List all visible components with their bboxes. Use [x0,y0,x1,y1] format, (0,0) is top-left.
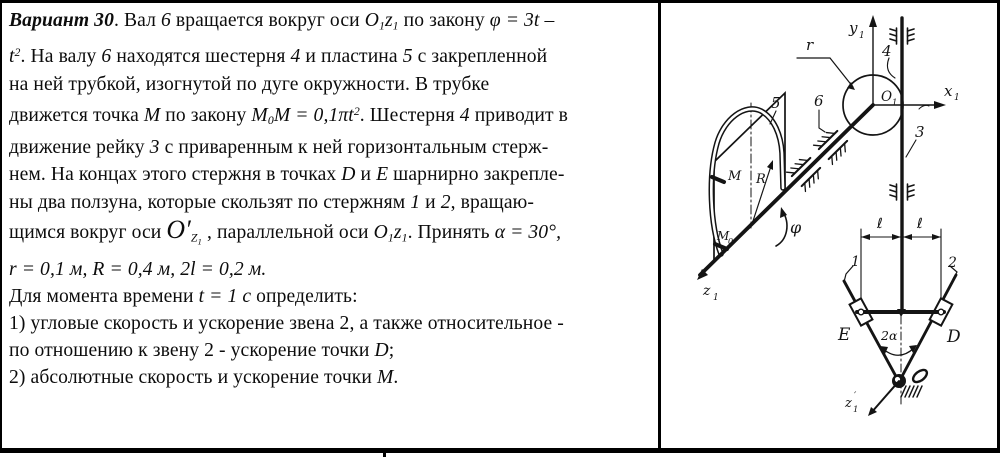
angle-2alpha-label: 2α [881,328,898,343]
text-segment: . На валу [20,46,102,68]
z1-axis-label: z [703,283,711,299]
rack-mesh-tick [919,105,929,109]
text-segment: M [377,367,394,389]
text-segment: 1 [410,191,421,213]
dim-l-right-label: ℓ [917,216,923,232]
text-line [9,161,654,188]
text-segment: . Принять [407,221,495,243]
text-segment: на ней трубкой, изогнутой по дуге окружности. В трубке [9,73,490,95]
text-segment: 1 [392,19,399,33]
rod-2-label: 2 [948,255,957,271]
text-line [9,134,654,161]
text-segment: щимся вокруг оси [9,221,167,243]
text-segment: шарнирно закрепле- [388,164,565,186]
z1-prime-label: z [845,396,852,411]
origin-label: O [881,89,893,105]
text-segment: ны два ползуна, которые скользят по стержням [9,191,411,213]
text-segment: вращается вокруг оси [170,10,365,31]
origin-label-sub: 1 [892,98,898,108]
text-segment: и пластина [300,46,403,68]
text-segment: нем. На концах этого стержня в точках [9,164,342,186]
text-segment: 1 [401,231,408,245]
text-segment: 6 [101,46,112,68]
text-segment: 1 [197,236,203,247]
point-m-label: M [728,169,742,184]
z1-prime-label-prime: ′ [854,391,857,402]
text-segment: . Вал [113,10,161,31]
problem-statement [9,7,654,392]
text-segment: 4 [459,104,470,126]
text-segment: по закону [398,10,490,31]
plate-5-label: 5 [771,94,781,112]
text-segment: Z [190,231,198,245]
text-line [9,7,654,39]
text-segment: с приваренным к ней горизонтальным стерж- [159,137,549,159]
phi-arrow [776,207,787,246]
diagram-panel [660,0,1000,457]
point-m0-label: M [717,229,730,243]
radius-R-label: R [756,172,766,187]
next-row-divider-stub [383,452,386,457]
text-segment: 2 [353,104,360,118]
mechanism-diagram [660,0,1000,457]
y1-arrow [869,15,877,27]
text-segment: D [374,340,389,362]
text-segment: 1) угловые скорость и ускорение звена 2, а также относительное - [9,312,564,334]
text-segment: φ = 3t [489,10,540,31]
text-segment: 2) абсолютные скорость и ускорение точки [9,367,377,389]
shaft-6-leader [819,110,825,132]
text-line [9,364,654,391]
text-segment: определить: [251,285,358,307]
border-left [0,0,2,452]
x1-arrow [934,101,946,109]
text-segment: 5 [402,46,413,68]
text-segment: находятся шестерня [111,46,291,68]
text-segment: E [376,164,389,186]
text-segment: t [9,46,15,68]
text-segment: ; [388,340,395,362]
text-segment: z [384,10,393,31]
text-segment: по закону [160,104,252,126]
text-segment: O [373,221,388,243]
text-line [9,310,654,337]
text-segment: r = 0,1 м, R = 0,4 м, 2l = 0,2 м. [9,258,267,280]
text-line [9,71,654,98]
text-segment: 6 [160,10,171,31]
pin-e [858,309,864,315]
y1-axis-label: y [849,19,858,37]
text-segment: и [355,164,377,186]
text-segment: z [393,221,402,243]
text-segment: t = 1 с [198,285,252,307]
shaft-6-label: 6 [814,92,824,110]
rack-3-leader [906,140,916,157]
text-segment: и [420,191,441,213]
text-segment: M [251,104,268,126]
text-segment: по отношению к звену 2 - ускорение точки [9,340,375,362]
text-line [9,39,654,70]
axis-z1-prime [868,381,899,416]
radius-r-label: r [806,36,814,54]
text-segment: O′ [166,214,191,244]
phi-label: φ [790,218,802,237]
pin-d [938,309,944,315]
text-segment: движется точка [9,104,144,126]
text-segment: , параллельной оси [202,221,374,243]
angle-2alpha-arc [880,345,917,355]
z1-axis-label-sub: 1 [713,293,719,303]
text-line [9,216,654,256]
radius-r-leader [797,58,855,90]
text-line [9,337,654,364]
rack-3-label: 3 [915,123,925,141]
text-segment: 1 [387,231,394,245]
text-segment: . Шестерня [359,104,460,126]
text-line [9,189,654,216]
text-segment: M [143,104,161,126]
text-segment: , вращаю- [450,191,534,213]
point-e-label: E [838,325,851,345]
text-segment: приводит в [469,104,568,126]
text-line [9,98,654,134]
x1-axis-label: x [944,82,953,100]
text-line [9,256,654,283]
text-segment: M [273,104,291,126]
text-segment: 2 [14,46,21,60]
text-segment: Вариант 30 [9,10,114,31]
z1-prime-label-sub: 1 [853,405,859,415]
text-segment: = 0,1πt [290,104,354,126]
rod-1-label: 1 [851,254,860,270]
text-segment: 2 [440,191,451,213]
ground-hatching [901,386,922,397]
text-segment: α = 30°, [494,221,562,243]
text-segment: 3 [149,137,160,159]
text-segment: 4 [290,46,301,68]
text-segment: Для момента времени [9,285,199,307]
gear-4-label: 4 [882,42,892,60]
y1-axis-label-sub: 1 [859,31,865,41]
text-line [9,283,654,310]
text-segment: с закрепленной [412,46,548,68]
gear-4-leader [887,58,895,78]
text-segment: движение рейку [9,137,150,159]
text-segment: 1 [378,19,385,33]
point-d-label: D [947,327,961,347]
text-segment: D [341,164,356,186]
dim-l-left-label: ℓ [877,216,883,232]
x1-axis-label-sub: 1 [954,93,960,103]
text-segment: 0 [267,113,274,127]
text-segment: O [364,10,379,31]
text-segment: – [539,10,555,31]
text-segment: . [393,367,399,389]
point-m0-label-sub: 0 [728,237,734,246]
